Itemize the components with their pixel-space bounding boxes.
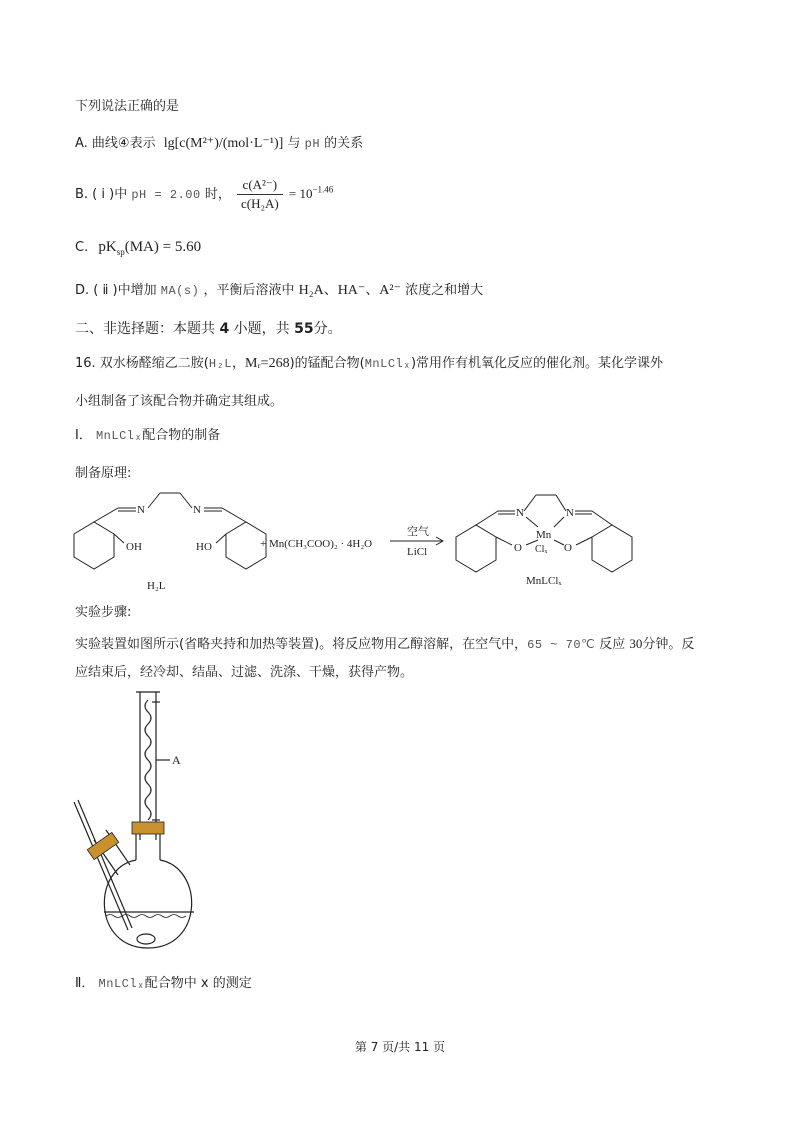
q16-h2l: H₂L xyxy=(208,357,232,371)
option-b-numerator: c(A²⁻) xyxy=(237,176,283,195)
q16-line2: 小组制备了该配合物并确定其组成。 xyxy=(75,394,284,409)
option-b-fraction xyxy=(237,176,283,213)
option-b-ph: pH = 2.00 xyxy=(131,188,201,202)
option-d-label: D. ( ⅱ )中增加 xyxy=(75,283,157,298)
option-a-mid: 与 xyxy=(287,136,301,151)
q16-text-a: 16. 双水杨醛缩乙二胺( xyxy=(75,356,209,371)
section-prefix: 二、非选择题：本题共 xyxy=(75,321,215,337)
option-d-species: H₂A、HA⁻、A²⁻ xyxy=(298,283,402,298)
benzene-ring-1 xyxy=(74,522,114,569)
stopper-top xyxy=(132,822,164,834)
option-c-value: (MA) = 5.60 xyxy=(124,239,202,255)
q16-mr: Mᵣ=268 xyxy=(245,356,290,371)
steps-text-a: 实验装置如图所示(省略夹持和加热等装置)。将反应物用乙醇溶解，在空气中， xyxy=(75,637,528,652)
q16-formula: MnLClₓ xyxy=(364,357,411,371)
atom-n-4: N xyxy=(566,507,574,519)
question-intro: 下列说法正确的是 xyxy=(75,99,180,114)
compound-right-name: MnLClₓ xyxy=(526,575,562,587)
option-c-label: C. xyxy=(75,240,89,255)
section-mid: 小题，共 xyxy=(233,321,290,337)
reaction-scheme xyxy=(60,485,660,600)
atom-n-1: N xyxy=(137,504,145,516)
benzene-ring-4 xyxy=(592,525,632,572)
option-c-expression xyxy=(98,239,201,255)
q16-line1 xyxy=(75,355,663,373)
option-c xyxy=(75,238,201,261)
option-a-ph: pH xyxy=(304,137,321,151)
section-count: 4 xyxy=(219,321,230,337)
thermometer xyxy=(74,802,128,930)
option-b-denominator: c(H₂A) xyxy=(240,196,279,211)
steps-line2: 应结束后，经冷却、结晶、过滤、洗涤、干燥，获得产物。 xyxy=(75,665,414,680)
option-a xyxy=(75,135,363,153)
option-b-label: B. ( ⅰ )中 xyxy=(75,187,128,202)
compound-left-name: H₂L xyxy=(147,580,166,592)
option-d-ma: MA(s) xyxy=(160,284,200,298)
steps-line1 xyxy=(75,635,694,654)
q16-comma: ， xyxy=(232,356,246,371)
part2-heading xyxy=(75,975,252,993)
steps-label: 实验步骤: xyxy=(75,605,132,620)
atom-o-1: O xyxy=(514,542,522,554)
stir-bar xyxy=(137,934,155,944)
atom-o-2: O xyxy=(564,542,572,554)
option-a-end: 的关系 xyxy=(324,136,364,151)
part2-title: 配合物中 x 的测定 xyxy=(144,976,252,991)
steps-minutes: 30 xyxy=(629,636,643,651)
part1-heading xyxy=(75,427,220,445)
option-b-exponent: −1.46 xyxy=(312,184,334,195)
steps-temp: 65 ~ 70℃ xyxy=(527,638,596,652)
q16-text-b: )的锰配合物( xyxy=(289,356,365,371)
atom-mn: Mn xyxy=(536,529,552,541)
condenser-coil xyxy=(145,700,151,820)
option-a-label: A. 曲线④表示 xyxy=(75,136,156,151)
steps-text-c: 分钟。反 xyxy=(642,637,695,652)
option-b-rhs: = 10 xyxy=(288,186,313,201)
option-c-sub: sp xyxy=(116,247,125,257)
atom-ho: HO xyxy=(196,541,212,553)
apparatus-label-a: A xyxy=(172,753,181,767)
benzene-ring-3 xyxy=(456,525,496,572)
section-suffix: 分。 xyxy=(313,321,342,337)
atom-oh: OH xyxy=(126,541,142,553)
apparatus-diagram xyxy=(70,690,210,960)
page-footer: 第 7 页/共 11 页 xyxy=(354,1040,446,1054)
section-heading xyxy=(75,320,342,338)
option-b xyxy=(75,176,333,213)
option-d-mid: ，平衡后溶液中 xyxy=(203,283,295,298)
option-d xyxy=(75,282,483,300)
arrow-condition-top: 空气 xyxy=(407,526,429,538)
option-a-expression: lg[c(M²⁺)/(mol·L⁻¹)] xyxy=(163,136,284,151)
steps-text-b: 反应 xyxy=(599,637,626,652)
atom-clx: Clₓ xyxy=(535,544,548,555)
option-d-end: 浓度之和增大 xyxy=(405,283,484,298)
option-c-pk: pK xyxy=(98,239,117,255)
principle-label: 制备原理: xyxy=(75,466,132,481)
part1-formula: MnLClₓ xyxy=(95,429,143,443)
part1-roman: Ⅰ． xyxy=(75,428,92,443)
part2-roman: Ⅱ． xyxy=(75,976,95,991)
option-b-when: 时， xyxy=(204,187,231,202)
atom-n-2: N xyxy=(193,504,201,516)
q16-text-c: )常用作有机氧化反应的催化剂。某化学课外 xyxy=(410,356,664,371)
section-score: 55 xyxy=(294,321,314,337)
stopper-side xyxy=(87,832,118,859)
arrow-condition-bottom: LiCl xyxy=(407,546,428,558)
reagent: + Mn(CH₃COO)₂ · 4H₂O xyxy=(260,538,373,550)
part1-title: 配合物的制备 xyxy=(142,428,221,443)
part2-formula: MnLClₓ xyxy=(98,977,145,991)
atom-n-3: N xyxy=(516,507,524,519)
